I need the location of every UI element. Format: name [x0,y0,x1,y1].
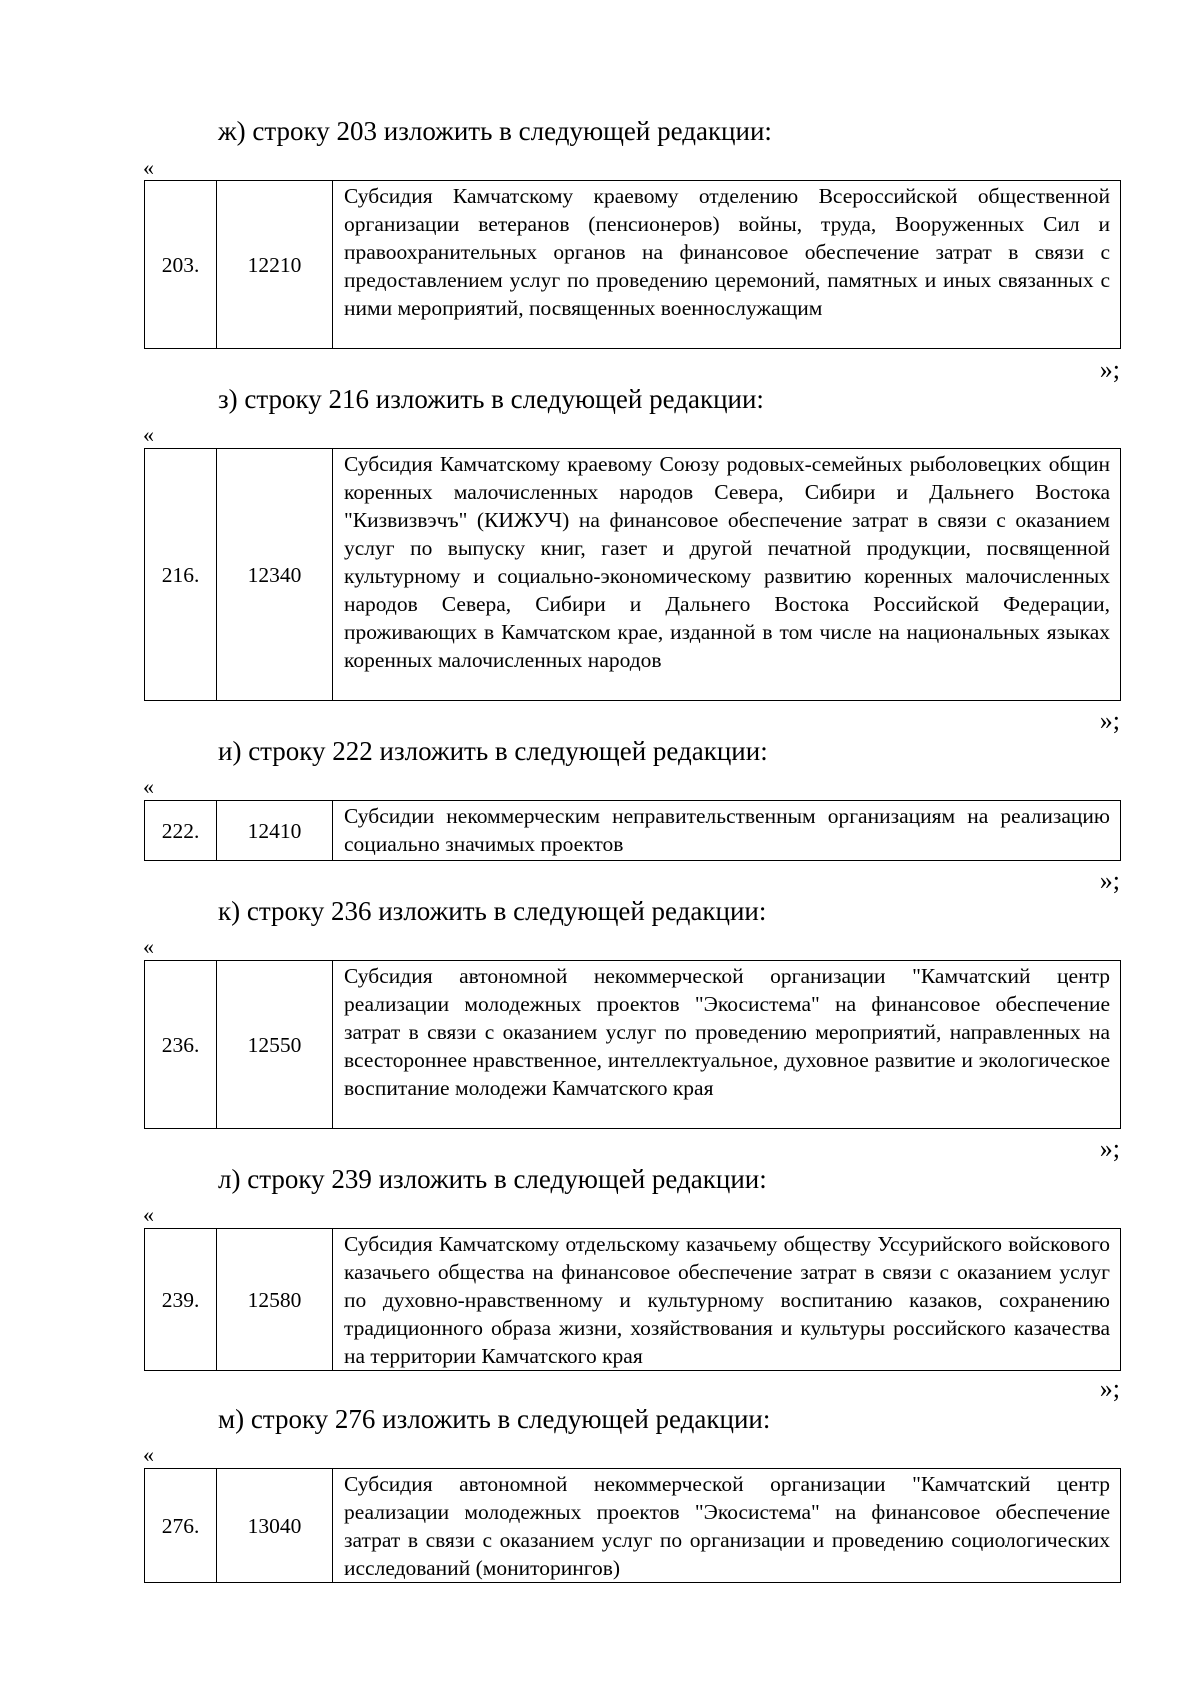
row-code-cell: 12580 [217,1229,333,1371]
row-code-cell: 12410 [217,801,333,861]
row-code-cell: 12210 [217,181,333,349]
open-quote-mark: « [143,934,154,959]
row-number-cell: 276. [145,1469,217,1583]
amendment-heading-203: ж) строку 203 изложить в следующей редакции: [218,116,772,146]
row-number-cell: 203. [145,181,217,349]
row-code-cell: 12340 [217,449,333,701]
row-description-cell: Субсидия Камчатскому краевому Союзу родовых-семейных рыболовецких общин коренных малочисленных народов Севера, Сибири и Дальнего Востока "Кизвизвэчъ" (КИЖУЧ) на финансовое обеспечение затрат в связи с оказанием услуг по выпуску книг, газет и другой печатной продукции, посвященной культурному и социально-экономическому развитию коренных малочисленных народов Севера, Сибири и Дальнего Востока Российской Федерации, проживающих в Камчатском крае, изданной в том числе на национальных языках коренных малочисленных народов [333,449,1121,701]
amendment-table-236 [144,960,1121,1129]
row-number-cell: 216. [145,449,217,701]
row-description-cell: Субсидия автономной некоммерческой организации "Камчатский центр реализации молодежных проектов "Экосистема" на финансовое обеспечение затрат в связи с оказанием услуг по организации и проведению социологических исследований (мониторингов) [333,1469,1121,1583]
row-code-cell: 12550 [217,961,333,1129]
open-quote-mark: « [143,1202,154,1227]
table-row [145,1469,1121,1583]
table-row [145,449,1121,701]
amendment-heading-239: л) строку 239 изложить в следующей редакции: [218,1164,767,1194]
row-number-cell: 236. [145,961,217,1129]
table-row [145,961,1121,1129]
table-row [145,801,1121,861]
amendment-table-276 [144,1468,1121,1583]
row-description-cell: Субсидия автономной некоммерческой организации "Камчатский центр реализации молодежных проектов "Экосистема" на финансовое обеспечение затрат в связи с оказанием услуг по проведению мероприятий, направленных на всестороннее нравственное, интеллектуальное, духовное развитие и экологическое воспитание молодежи Камчатского края [333,961,1121,1129]
open-quote-mark: « [143,774,154,799]
close-quote-mark: »; [1099,355,1120,384]
amendment-table-239 [144,1228,1121,1371]
row-number-cell: 222. [145,801,217,861]
open-quote-mark: « [143,155,154,180]
row-description-cell: Субсидия Камчатскому краевому отделению Всероссийской общественной организации ветеранов (пенсионеров) войны, труда, Вооруженных Сил и правоохранительных органов на финансовое обеспечение затрат в связи с предоставлением услуг по проведению церемоний, памятных и иных связанных с ними мероприятий, посвященных военнослужащим [333,181,1121,349]
row-description-cell: Субсидии некоммерческим неправительственным организациям на реализацию социально значимых проектов [333,801,1121,861]
close-quote-mark: »; [1099,1374,1120,1403]
amendment-heading-216: з) строку 216 изложить в следующей редакции: [218,384,764,414]
open-quote-mark: « [143,1442,154,1467]
row-code-cell: 13040 [217,1469,333,1583]
close-quote-mark: »; [1099,866,1120,895]
close-quote-mark: »; [1099,1134,1120,1163]
open-quote-mark: « [143,422,154,447]
amendment-heading-276: м) строку 276 изложить в следующей редакции: [218,1404,771,1434]
table-row [145,1229,1121,1371]
close-quote-mark: »; [1099,706,1120,735]
amendment-table-203 [144,180,1121,349]
row-description-cell: Субсидия Камчатскому отдельскому казачьему обществу Уссурийского войскового казачьего общества на финансовое обеспечение затрат в связи с оказанием услуг по духовно-нравственному и культурному воспитанию казаков, сохранению традиционного образа жизни, хозяйствования и культуры российского казачества на территории Камчатского края [333,1229,1121,1371]
table-row [145,181,1121,349]
amendment-heading-222: и) строку 222 изложить в следующей редакции: [218,736,768,766]
row-number-cell: 239. [145,1229,217,1371]
amendment-heading-236: к) строку 236 изложить в следующей редакции: [218,896,767,926]
amendment-table-216 [144,448,1121,701]
amendment-table-222 [144,800,1121,861]
